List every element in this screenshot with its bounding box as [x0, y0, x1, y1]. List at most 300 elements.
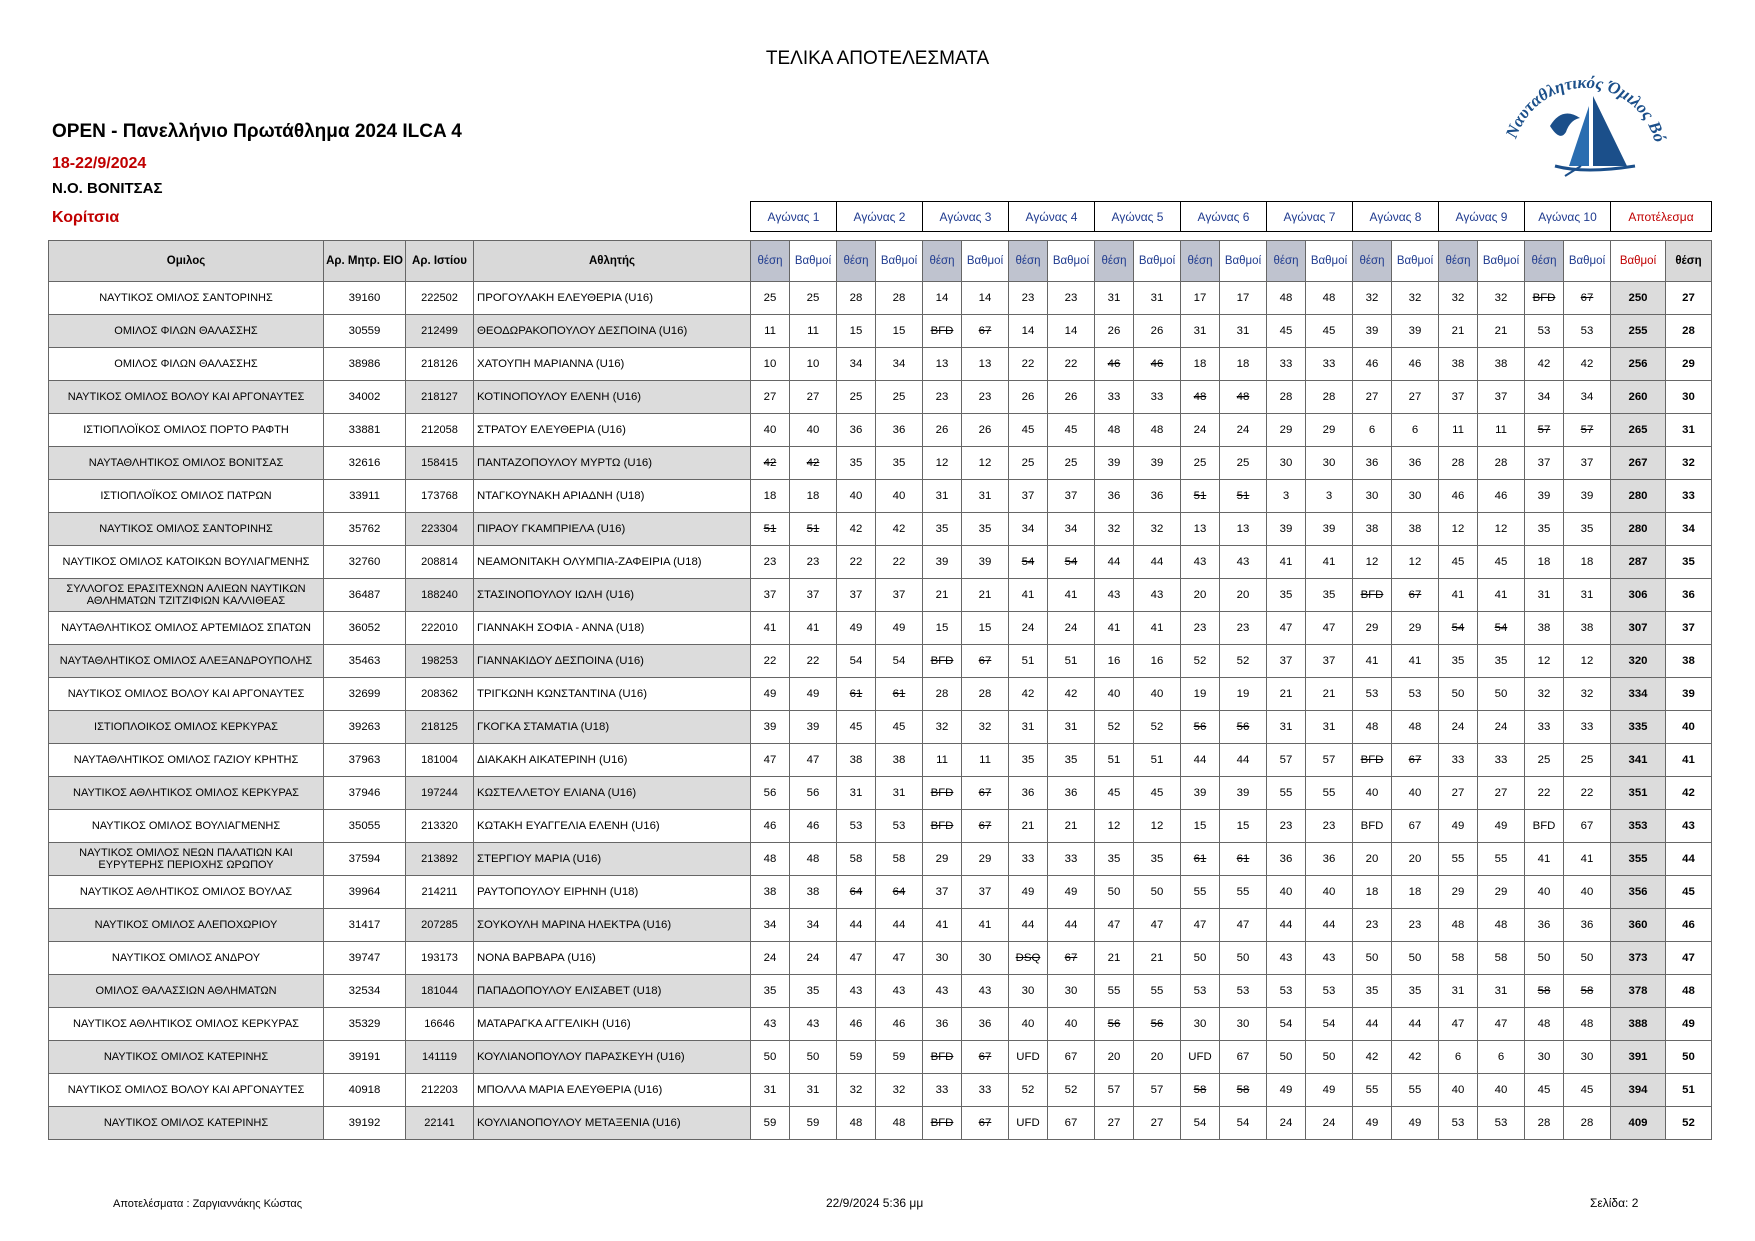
- race-position-cell: 24: [1009, 612, 1048, 645]
- race-points-cell: 32: [876, 1074, 923, 1107]
- race-points-cell: 12: [1134, 810, 1181, 843]
- registration-cell: 32534: [324, 975, 406, 1008]
- race-position-cell: 27: [1353, 381, 1392, 414]
- race-header-table: [750, 201, 1712, 232]
- sail-number-cell: 222502: [406, 282, 474, 315]
- race-position-cell: 49: [1353, 1107, 1392, 1140]
- race-points-cell: 12: [1564, 645, 1611, 678]
- race-points-cell: 55: [1478, 843, 1525, 876]
- race-points-cell: 27: [1392, 381, 1439, 414]
- race-position-cell: 43: [1181, 546, 1220, 579]
- race-position-cell: 47: [1439, 1008, 1478, 1041]
- race-position-cell: 46: [837, 1008, 876, 1041]
- race-points-cell: 29: [1478, 876, 1525, 909]
- results-table: [48, 240, 1712, 1140]
- race-points-cell: 23: [1392, 909, 1439, 942]
- race-position-cell: 44: [1353, 1008, 1392, 1041]
- race-position-cell: 21: [1267, 678, 1306, 711]
- race-1-header: Αγώνας 1: [751, 202, 837, 232]
- race-points-cell: 44: [1134, 546, 1181, 579]
- race-position-cell: 33: [1267, 348, 1306, 381]
- race-points-cell: 25: [876, 381, 923, 414]
- event-dates: 18-22/9/2024: [52, 155, 147, 172]
- race-position-cell: 45: [1009, 414, 1048, 447]
- race-points-cell: 21: [1478, 315, 1525, 348]
- race-points-cell: 27: [1134, 1107, 1181, 1140]
- race-position-cell: 40: [1009, 1008, 1048, 1041]
- total-points-cell: 320: [1611, 645, 1666, 678]
- race-position-cell: BFD: [923, 645, 962, 678]
- sail-number-cell: 223304: [406, 513, 474, 546]
- race-points-cell: 33: [1478, 744, 1525, 777]
- race-points-cell: 49: [1478, 810, 1525, 843]
- athlete-cell: ΝΟΝΑ ΒΑΡΒΑΡΑ (U16): [474, 942, 751, 975]
- total-points-cell: 360: [1611, 909, 1666, 942]
- race-points-cell: 35: [1478, 645, 1525, 678]
- race-position-cell: 34: [1525, 381, 1564, 414]
- race-position-cell: 35: [1525, 513, 1564, 546]
- race-position-cell: 37: [837, 579, 876, 612]
- race-8-header: Αγώνας 8: [1353, 202, 1439, 232]
- sail-number-cell: 198253: [406, 645, 474, 678]
- race-points-cell: 40: [1564, 876, 1611, 909]
- race-position-cell: 54: [837, 645, 876, 678]
- club-cell: ΙΣΤΙΟΠΛΟΙΚΟΣ ΟΜΙΛΟΣ ΚΕΡΚΥΡΑΣ: [49, 711, 324, 744]
- race-points-cell: 33: [1306, 348, 1353, 381]
- race-position-cell: 50: [751, 1041, 790, 1074]
- race-position-cell: 58: [1525, 975, 1564, 1008]
- final-position-cell: 38: [1666, 645, 1712, 678]
- race-position-cell: 56: [1095, 1008, 1134, 1041]
- race-points-cell: 43: [876, 975, 923, 1008]
- race-points-cell: 57: [1134, 1074, 1181, 1107]
- sail-number-cell: 212499: [406, 315, 474, 348]
- athlete-cell: ΚΟΤΙΝΟΠΟΥΛΟΥ ΕΛΕΝΗ (U16): [474, 381, 751, 414]
- race-points-cell: 41: [1306, 546, 1353, 579]
- final-position-cell: 49: [1666, 1008, 1712, 1041]
- col-race-2-points: Βαθμοί: [876, 241, 923, 282]
- race-position-cell: 42: [1525, 348, 1564, 381]
- table-row: [49, 579, 1712, 612]
- race-points-cell: 13: [962, 348, 1009, 381]
- race-position-cell: BFD: [1353, 744, 1392, 777]
- sail-number-cell: 181044: [406, 975, 474, 1008]
- race-position-cell: 57: [1267, 744, 1306, 777]
- race-points-cell: 56: [790, 777, 837, 810]
- race-points-cell: 52: [1220, 645, 1267, 678]
- race-position-cell: 41: [1009, 579, 1048, 612]
- race-position-cell: 16: [1095, 645, 1134, 678]
- col-race-7-points: Βαθμοί: [1306, 241, 1353, 282]
- registration-cell: 37963: [324, 744, 406, 777]
- sail-number-cell: 22141: [406, 1107, 474, 1140]
- race-points-cell: 57: [1306, 744, 1353, 777]
- race-points-cell: 41: [1392, 645, 1439, 678]
- race-position-cell: UFD: [1009, 1107, 1048, 1140]
- club-cell: ΝΑΥΤΙΚΟΣ ΟΜΙΛΟΣ ΒΟΛΟΥ ΚΑΙ ΑΡΓΟΝΑΥΤΕΣ: [49, 1074, 324, 1107]
- race-points-cell: 32: [1564, 678, 1611, 711]
- race-position-cell: 55: [1267, 777, 1306, 810]
- race-position-cell: 20: [1181, 579, 1220, 612]
- registration-cell: 34002: [324, 381, 406, 414]
- col-race-6-points: Βαθμοί: [1220, 241, 1267, 282]
- race-position-cell: 48: [837, 1107, 876, 1140]
- col-race-3-position: θέση: [923, 241, 962, 282]
- race-points-cell: 47: [876, 942, 923, 975]
- table-row: [49, 1041, 1712, 1074]
- race-position-cell: 41: [1267, 546, 1306, 579]
- race-points-cell: 50: [1306, 1041, 1353, 1074]
- column-header-row: [49, 241, 1712, 282]
- race-points-cell: 34: [1048, 513, 1095, 546]
- table-row: [49, 909, 1712, 942]
- race-position-cell: 55: [1439, 843, 1478, 876]
- footer-page: Σελίδα: 2: [1590, 1196, 1639, 1210]
- race-position-cell: 20: [1095, 1041, 1134, 1074]
- race-position-cell: 38: [837, 744, 876, 777]
- race-position-cell: 31: [1181, 315, 1220, 348]
- race-points-cell: 38: [1564, 612, 1611, 645]
- race-position-cell: 24: [1181, 414, 1220, 447]
- result-header: Αποτέλεσμα: [1611, 202, 1712, 232]
- race-points-cell: 50: [790, 1041, 837, 1074]
- club-cell: ΝΑΥΤΙΚΟΣ ΟΜΙΛΟΣ ΣΑΝΤΟΡΙΝΗΣ: [49, 282, 324, 315]
- race-points-cell: 57: [1564, 414, 1611, 447]
- race-position-cell: 43: [751, 1008, 790, 1041]
- race-position-cell: 31: [837, 777, 876, 810]
- race-position-cell: 32: [837, 1074, 876, 1107]
- race-points-cell: 54: [1478, 612, 1525, 645]
- race-points-cell: 36: [1564, 909, 1611, 942]
- race-points-cell: 31: [962, 480, 1009, 513]
- race-points-cell: 25: [790, 282, 837, 315]
- race-points-cell: 40: [1306, 876, 1353, 909]
- race-position-cell: 28: [1439, 447, 1478, 480]
- athlete-cell: ΘΕΟΔΩΡΑΚΟΠΟΥΛΟΥ ΔΕΣΠΟΙΝΑ (U16): [474, 315, 751, 348]
- race-position-cell: 36: [837, 414, 876, 447]
- race-points-cell: 15: [962, 612, 1009, 645]
- race-position-cell: 19: [1181, 678, 1220, 711]
- table-row: [49, 381, 1712, 414]
- race-position-cell: 49: [1267, 1074, 1306, 1107]
- final-position-cell: 31: [1666, 414, 1712, 447]
- race-position-cell: 32: [1439, 282, 1478, 315]
- race-position-cell: 37: [1267, 645, 1306, 678]
- registration-cell: 39192: [324, 1107, 406, 1140]
- table-row: [49, 348, 1712, 381]
- race-points-cell: 40: [876, 480, 923, 513]
- race-points-cell: 38: [1392, 513, 1439, 546]
- race-position-cell: 38: [1439, 348, 1478, 381]
- race-position-cell: 40: [1525, 876, 1564, 909]
- sail-number-cell: 208814: [406, 546, 474, 579]
- race-position-cell: 40: [751, 414, 790, 447]
- table-row: [49, 282, 1712, 315]
- race-points-cell: 45: [1134, 777, 1181, 810]
- race-position-cell: 55: [1353, 1074, 1392, 1107]
- race-position-cell: 41: [751, 612, 790, 645]
- race-position-cell: 38: [1353, 513, 1392, 546]
- race-position-cell: UFD: [1009, 1041, 1048, 1074]
- race-position-cell: 58: [1181, 1074, 1220, 1107]
- total-points-cell: 260: [1611, 381, 1666, 414]
- race-position-cell: 49: [1439, 810, 1478, 843]
- race-position-cell: BFD: [923, 777, 962, 810]
- race-position-cell: 53: [1181, 975, 1220, 1008]
- final-position-cell: 35: [1666, 546, 1712, 579]
- race-points-cell: 51: [1220, 480, 1267, 513]
- col-sail-number: Αρ. Ιστίου: [406, 241, 474, 282]
- race-10-header: Αγώνας 10: [1525, 202, 1611, 232]
- race-points-cell: 48: [1564, 1008, 1611, 1041]
- race-points-cell: 46: [790, 810, 837, 843]
- race-position-cell: 30: [1353, 480, 1392, 513]
- race-position-cell: 47: [837, 942, 876, 975]
- athlete-cell: ΣΤΕΡΓΙΟΥ ΜΑΡΙΑ (U16): [474, 843, 751, 876]
- race-points-cell: 41: [1478, 579, 1525, 612]
- race-points-cell: 58: [1220, 1074, 1267, 1107]
- race-points-cell: 49: [876, 612, 923, 645]
- race-position-cell: 59: [751, 1107, 790, 1140]
- race-position-cell: 37: [923, 876, 962, 909]
- race-position-cell: 27: [751, 381, 790, 414]
- sail-number-cell: 207285: [406, 909, 474, 942]
- race-position-cell: 31: [1009, 711, 1048, 744]
- race-position-cell: 35: [1439, 645, 1478, 678]
- race-position-cell: 57: [1525, 414, 1564, 447]
- race-position-cell: 18: [1353, 876, 1392, 909]
- total-points-cell: 335: [1611, 711, 1666, 744]
- race-points-cell: 24: [1478, 711, 1525, 744]
- race-position-cell: 15: [1181, 810, 1220, 843]
- race-position-cell: 47: [1181, 909, 1220, 942]
- sail-number-cell: 218125: [406, 711, 474, 744]
- race-position-cell: 26: [923, 414, 962, 447]
- race-points-cell: 36: [1048, 777, 1095, 810]
- race-position-cell: 35: [751, 975, 790, 1008]
- total-points-cell: 378: [1611, 975, 1666, 1008]
- race-points-cell: 44: [1220, 744, 1267, 777]
- col-club: Ομιλος: [49, 241, 324, 282]
- registration-cell: 37594: [324, 843, 406, 876]
- race-points-cell: 67: [962, 1041, 1009, 1074]
- col-race-1-position: θέση: [751, 241, 790, 282]
- race-points-cell: 37: [1048, 480, 1095, 513]
- race-position-cell: 43: [1095, 579, 1134, 612]
- race-points-cell: 32: [1478, 282, 1525, 315]
- race-points-cell: 39: [1220, 777, 1267, 810]
- club-cell: ΝΑΥΤΙΚΟΣ ΟΜΙΛΟΣ ΚΑΤΕΡΙΝΗΣ: [49, 1107, 324, 1140]
- logo-text: Ναυταθλητικός Όμιλος Βό: [1501, 72, 1670, 145]
- race-position-cell: 47: [751, 744, 790, 777]
- athlete-cell: ΠΑΝΤΑΖΟΠΟΥΛΟΥ ΜΥΡΤΩ (U16): [474, 447, 751, 480]
- race-points-cell: 36: [1134, 480, 1181, 513]
- final-position-cell: 42: [1666, 777, 1712, 810]
- race-points-cell: 25: [1048, 447, 1095, 480]
- race-position-cell: 49: [751, 678, 790, 711]
- race-position-cell: 31: [1095, 282, 1134, 315]
- total-points-cell: 351: [1611, 777, 1666, 810]
- registration-cell: 33881: [324, 414, 406, 447]
- race-points-cell: 23: [1306, 810, 1353, 843]
- race-position-cell: 10: [751, 348, 790, 381]
- race-points-cell: 56: [1134, 1008, 1181, 1041]
- sail-number-cell: 16646: [406, 1008, 474, 1041]
- total-points-cell: 280: [1611, 513, 1666, 546]
- race-points-cell: 30: [1392, 480, 1439, 513]
- race-points-cell: 20: [1134, 1041, 1181, 1074]
- race-position-cell: 51: [1095, 744, 1134, 777]
- race-points-cell: 43: [1220, 546, 1267, 579]
- race-points-cell: 39: [1564, 480, 1611, 513]
- final-position-cell: 50: [1666, 1041, 1712, 1074]
- race-points-cell: 39: [1306, 513, 1353, 546]
- race-points-cell: 50: [1478, 678, 1525, 711]
- registration-cell: 39263: [324, 711, 406, 744]
- table-row: [49, 315, 1712, 348]
- athlete-cell: ΧΑΤΟΥΠΗ ΜΑΡΙΑΝΝΑ (U16): [474, 348, 751, 381]
- race-position-cell: 23: [1353, 909, 1392, 942]
- race-points-cell: 67: [962, 315, 1009, 348]
- race-position-cell: 29: [1439, 876, 1478, 909]
- race-position-cell: 31: [1525, 579, 1564, 612]
- race-position-cell: 44: [1267, 909, 1306, 942]
- race-points-cell: 27: [1478, 777, 1525, 810]
- race-position-cell: 36: [923, 1008, 962, 1041]
- race-points-cell: 32: [1392, 282, 1439, 315]
- table-row: [49, 744, 1712, 777]
- col-race-9-position: θέση: [1439, 241, 1478, 282]
- page-title: ΤΕΛΙΚΑ ΑΠΟΤΕΛΕΣΜΑΤΑ: [765, 48, 990, 69]
- race-position-cell: 35: [837, 447, 876, 480]
- race-points-cell: 53: [1564, 315, 1611, 348]
- race-position-cell: BFD: [923, 810, 962, 843]
- race-position-cell: 47: [1267, 612, 1306, 645]
- final-position-cell: 27: [1666, 282, 1712, 315]
- race-points-cell: 47: [1478, 1008, 1525, 1041]
- race-points-cell: 48: [1134, 414, 1181, 447]
- race-points-cell: 38: [876, 744, 923, 777]
- race-position-cell: 28: [923, 678, 962, 711]
- club-cell: ΝΑΥΤΙΚΟΣ ΟΜΙΛΟΣ ΑΝΔΡΟΥ: [49, 942, 324, 975]
- race-points-cell: 51: [1134, 744, 1181, 777]
- race-position-cell: 46: [1439, 480, 1478, 513]
- race-points-cell: 30: [1220, 1008, 1267, 1041]
- race-position-cell: 36: [1267, 843, 1306, 876]
- race-points-cell: 67: [1392, 579, 1439, 612]
- final-position-cell: 39: [1666, 678, 1712, 711]
- race-position-cell: 12: [1439, 513, 1478, 546]
- race-6-header: Αγώνας 6: [1181, 202, 1267, 232]
- total-points-cell: 306: [1611, 579, 1666, 612]
- race-position-cell: 12: [1095, 810, 1134, 843]
- race-position-cell: 50: [1353, 942, 1392, 975]
- table-row: [49, 777, 1712, 810]
- race-points-cell: 54: [1306, 1008, 1353, 1041]
- sail-number-cell: 173768: [406, 480, 474, 513]
- race-points-cell: 48: [1478, 909, 1525, 942]
- race-points-cell: 28: [1306, 381, 1353, 414]
- race-points-cell: 45: [1564, 1074, 1611, 1107]
- race-position-cell: 35: [1267, 579, 1306, 612]
- race-points-cell: 47: [1220, 909, 1267, 942]
- race-position-cell: 38: [1525, 612, 1564, 645]
- club-cell: ΝΑΥΤΙΚΟΣ ΑΘΛΗΤΙΚΟΣ ΟΜΙΛΟΣ ΚΕΡΚΥΡΑΣ: [49, 1008, 324, 1041]
- club-cell: ΝΑΥΤΑΘΛΗΤΙΚΟΣ ΟΜΙΛΟΣ ΒΟΝΙΤΣΑΣ: [49, 447, 324, 480]
- race-points-cell: 58: [876, 843, 923, 876]
- race-position-cell: 58: [837, 843, 876, 876]
- race-points-cell: 67: [1564, 810, 1611, 843]
- final-position-cell: 47: [1666, 942, 1712, 975]
- race-points-cell: 36: [1306, 843, 1353, 876]
- race-position-cell: 64: [837, 876, 876, 909]
- table-row: [49, 1107, 1712, 1140]
- race-position-cell: 22: [751, 645, 790, 678]
- race-position-cell: 54: [1009, 546, 1048, 579]
- race-points-cell: 12: [962, 447, 1009, 480]
- race-points-cell: 24: [1306, 1107, 1353, 1140]
- race-position-cell: 52: [1181, 645, 1220, 678]
- race-points-cell: 21: [1134, 942, 1181, 975]
- club-cell: ΝΑΥΤΙΚΟΣ ΟΜΙΛΟΣ ΒΟΥΛΙΑΓΜΕΝΗΣ: [49, 810, 324, 843]
- registration-cell: 39191: [324, 1041, 406, 1074]
- registration-cell: 32699: [324, 678, 406, 711]
- race-position-cell: 41: [1525, 843, 1564, 876]
- race-points-cell: 54: [876, 645, 923, 678]
- total-points-cell: 255: [1611, 315, 1666, 348]
- race-points-cell: 38: [1478, 348, 1525, 381]
- race-points-cell: 24: [1048, 612, 1095, 645]
- race-points-cell: 53: [876, 810, 923, 843]
- club-cell: ΟΜΙΛΟΣ ΦΙΛΩΝ ΘΑΛΑΣΣΗΣ: [49, 348, 324, 381]
- race-2-header: Αγώνας 2: [837, 202, 923, 232]
- table-row: [49, 513, 1712, 546]
- col-race-5-points: Βαθμοί: [1134, 241, 1181, 282]
- race-points-cell: 6: [1478, 1041, 1525, 1074]
- race-position-cell: 36: [1525, 909, 1564, 942]
- race-position-cell: 30: [1009, 975, 1048, 1008]
- race-points-cell: 23: [1048, 282, 1095, 315]
- race-position-cell: 23: [1267, 810, 1306, 843]
- col-athlete: Αθλητής: [474, 241, 751, 282]
- registration-cell: 35055: [324, 810, 406, 843]
- race-points-cell: 44: [876, 909, 923, 942]
- race-points-cell: 31: [876, 777, 923, 810]
- race-points-cell: 64: [876, 876, 923, 909]
- race-points-cell: 67: [1048, 1041, 1095, 1074]
- race-position-cell: 40: [1267, 876, 1306, 909]
- race-position-cell: 29: [923, 843, 962, 876]
- race-position-cell: 31: [751, 1074, 790, 1107]
- race-points-cell: 49: [1306, 1074, 1353, 1107]
- sail-number-cell: 213892: [406, 843, 474, 876]
- race-position-cell: 36: [1095, 480, 1134, 513]
- registration-cell: 32760: [324, 546, 406, 579]
- race-9-header: Αγώνας 9: [1439, 202, 1525, 232]
- race-points-cell: 59: [790, 1107, 837, 1140]
- final-position-cell: 28: [1666, 315, 1712, 348]
- race-position-cell: UFD: [1181, 1041, 1220, 1074]
- race-points-cell: 49: [1392, 1107, 1439, 1140]
- race-position-cell: 23: [751, 546, 790, 579]
- race-points-cell: 30: [1306, 447, 1353, 480]
- club-cell: ΝΑΥΤΙΚΟΣ ΟΜΙΛΟΣ ΣΑΝΤΟΡΙΝΗΣ: [49, 513, 324, 546]
- race-position-cell: 11: [923, 744, 962, 777]
- race-position-cell: 57: [1095, 1074, 1134, 1107]
- race-position-cell: 49: [837, 612, 876, 645]
- race-points-cell: 35: [876, 447, 923, 480]
- race-points-cell: 28: [1564, 1107, 1611, 1140]
